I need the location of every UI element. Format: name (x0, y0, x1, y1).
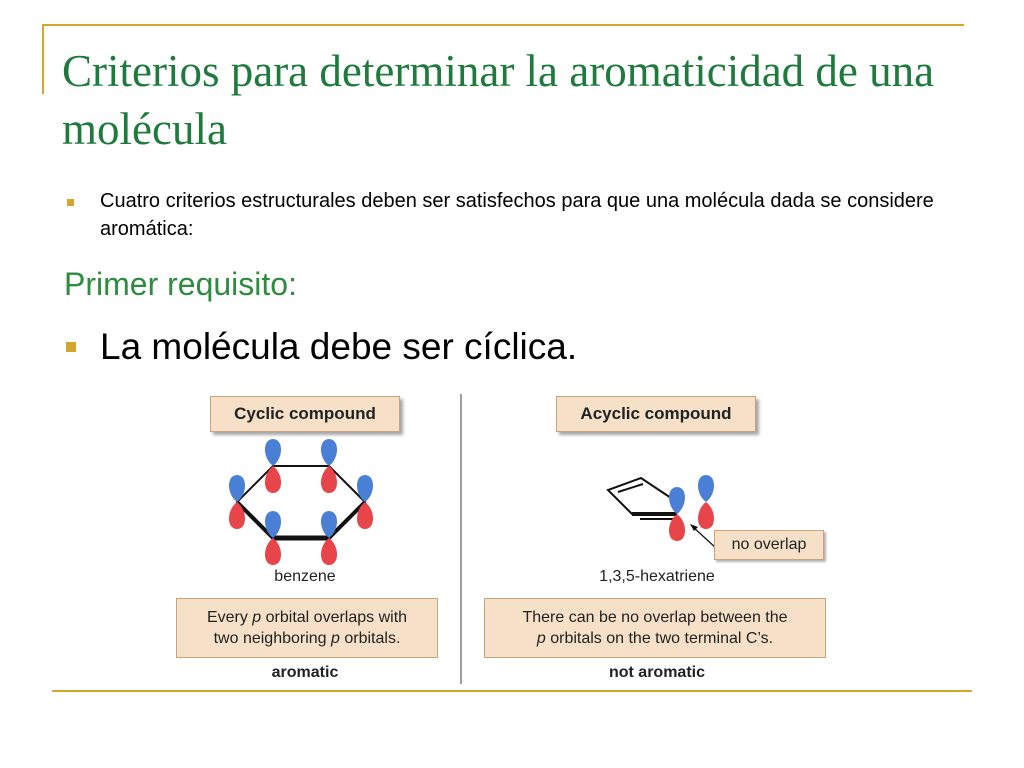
left-rule (42, 24, 44, 94)
not-aromatic-label: not aromatic (608, 664, 705, 681)
intro-text: Cuatro criterios estructurales deben ser satisfechos para que una molécula dada se considere aromática: (100, 190, 934, 240)
hexatriene-label: 1,3,5-hexatriene (599, 568, 715, 585)
cyclic-header: Cyclic compound (210, 396, 400, 432)
subheading: Primer requisito: (64, 266, 297, 302)
requirement-text: La molécula debe ser cíclica. (100, 326, 578, 367)
top-rule (44, 24, 964, 26)
bottom-rule (52, 690, 972, 692)
bullet-icon (67, 199, 74, 206)
benzene-diagram (228, 430, 428, 580)
aromatic-label: aromatic (271, 664, 339, 681)
figure-divider (460, 394, 462, 684)
acyclic-header: Acyclic compound (556, 396, 756, 432)
slide-title: Criterios para determinar la aromaticidad de una molécula (62, 46, 935, 154)
cyclic-description: Every p orbital overlaps with two neighboring p orbitals. (176, 598, 438, 658)
benzene-label: benzene (274, 568, 336, 585)
no-overlap-callout: no overlap (714, 530, 824, 560)
comparison-figure (170, 386, 860, 686)
acyclic-description: There can be no overlap between the p orbitals on the two terminal C’s. (484, 598, 826, 658)
bullet-icon (66, 342, 76, 352)
